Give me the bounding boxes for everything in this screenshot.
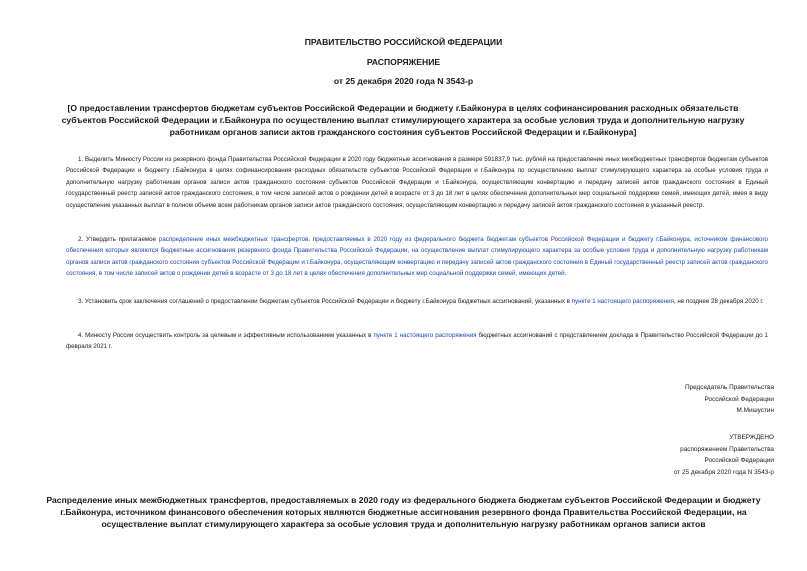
paragraph-4 bbox=[66, 330, 768, 353]
paragraph-3-link[interactable]: пункте 1 настоящего распоряжения bbox=[571, 298, 674, 305]
signature-country: Российской Федерации bbox=[704, 395, 774, 403]
paragraph-1 bbox=[66, 154, 768, 211]
approval-country: Российской Федерации bbox=[704, 457, 774, 465]
approval-issuer: распоряжением Правительства bbox=[680, 445, 774, 453]
paragraph-2-link[interactable]: распределение иных межбюджетных трансфертов, предоставляемых в 2020 году из федерального бюджета бюджетам субъектов Российской Федерации и бюджету г.Байконура, источником финансового обеспечения которых являются бюджетные ассигнования резервного фонда Правительства Российской Федерации, на осуществление выплат стимулирующего характера за особые условия труда и дополнительную нагрузку работникам органов записи актов гражданского состояния субъектов Российской Федерации и г.Байконура, осуществляющим конвертацию и передачу записей актов гражданского состояния в Единый государственный реестр записей актов гражданского состояния, в том числе записей актов о рождении детей в возрасте от 3 до 18 лет в целях обеспечения дополнительных мер социальной поддержки семей, имеющих детей bbox=[66, 236, 769, 278]
paragraph-2-suffix: . bbox=[564, 270, 567, 278]
paragraph-1-text: 1. Выделить Минюсту России из резервного фонда Правительства Российской Федерации в 2020 году бюджетные ассигнования в размере 591837,9 тыс. рублей на предоставление иных межбюджетных трансфертов бюджетам субъектов Российской Федерации и бюджету г.Байконура в целях софинансирования расходных обязательств субъектов Российской Федерации и г.Байконура по осуществлению выплат стимулирующего характера за особые условия труда и дополнительную нагрузку работникам органов записи актов гражданского состояния субъектов Российской Федерации и г.Байконура, осуществляющим конвертацию и передачу записей актов гражданского состояния в Единый государственный реестр записей актов гражданского состояния, в том числе записей актов о рождении детей в возрасте от 3 до 18 лет в целях обеспечения дополнительных мер социальной поддержки семей, имеющих детей, имея в виду осуществление указанных выплат в полном объеме всем работникам органов записи актов гражданского состояния, осуществляющим конвертацию и передачу записей актов гражданского состояния в указанный реестр. bbox=[66, 156, 768, 209]
paragraph-4-suffix: бюджетных ассигнований с представлением доклада в Правительство Российской Федерации до 1 февраля 2021 г. bbox=[66, 332, 768, 351]
signature-name: М.Мишустин bbox=[736, 407, 774, 415]
paragraph-4-prefix: 4. Минюсту России осуществить контроль за целевым и эффективным использованием указанных в bbox=[78, 332, 374, 339]
document-date-heading: от 25 декабря 2020 года N 3543-р bbox=[333, 76, 474, 86]
paragraph-3 bbox=[66, 296, 768, 307]
document-title: [О предоставлении трансфертов бюджетам субъектов Российской Федерации и бюджету г.Байконура в целях софинансирования расходных обязательств субъектов Российской Федерации и г.Байконура по осуществлению выплат стимулирующего характера за особые условия труда и дополнительную нагрузку работникам органов записи актов гражданского состояния субъектов Российской Федерации и г.Байконура] bbox=[61, 103, 745, 137]
document-type-heading: РАСПОРЯЖЕНИЕ bbox=[366, 57, 441, 67]
signature-position: Председатель Правительства bbox=[685, 384, 774, 391]
paragraph-4-link[interactable]: пункте 1 настоящего распоряжения bbox=[373, 332, 477, 339]
paragraph-3-suffix: , не позднее 28 декабря 2020 г. bbox=[673, 298, 764, 305]
approval-heading: УТВЕРЖДЕНО bbox=[729, 434, 774, 441]
approval-date: от 25 декабря 2020 года N 3543-р bbox=[673, 468, 774, 476]
government-heading: ПРАВИТЕЛЬСТВО РОССИЙСКОЙ ФЕДЕРАЦИИ bbox=[304, 37, 503, 47]
paragraph-2 bbox=[66, 234, 768, 280]
paragraph-2-prefix: 2. Утвердить прилагаемое bbox=[78, 236, 159, 243]
approval-block bbox=[574, 432, 774, 478]
signature-block bbox=[574, 382, 774, 417]
paragraph-3-prefix: 3. Установить срок заключения соглашений о предоставлении бюджетам субъектов Российской Федерации и бюджету г.Байконура бюджетных ассигнований, указанных в bbox=[78, 298, 572, 305]
appendix-title: Распределение иных межбюджетных трансфертов, предоставляемых в 2020 году из федерального бюджета бюджетам субъектов Российской Федерации и бюджету г.Байконура, источником финансового обеспечения которых являются бюджетные ассигнования резервного фонда Правительства Российской Федерации, на осуществление выплат стимулирующего характера за особые условия труда и дополнительную нагрузку работникам органов записи актов bbox=[46, 495, 761, 530]
